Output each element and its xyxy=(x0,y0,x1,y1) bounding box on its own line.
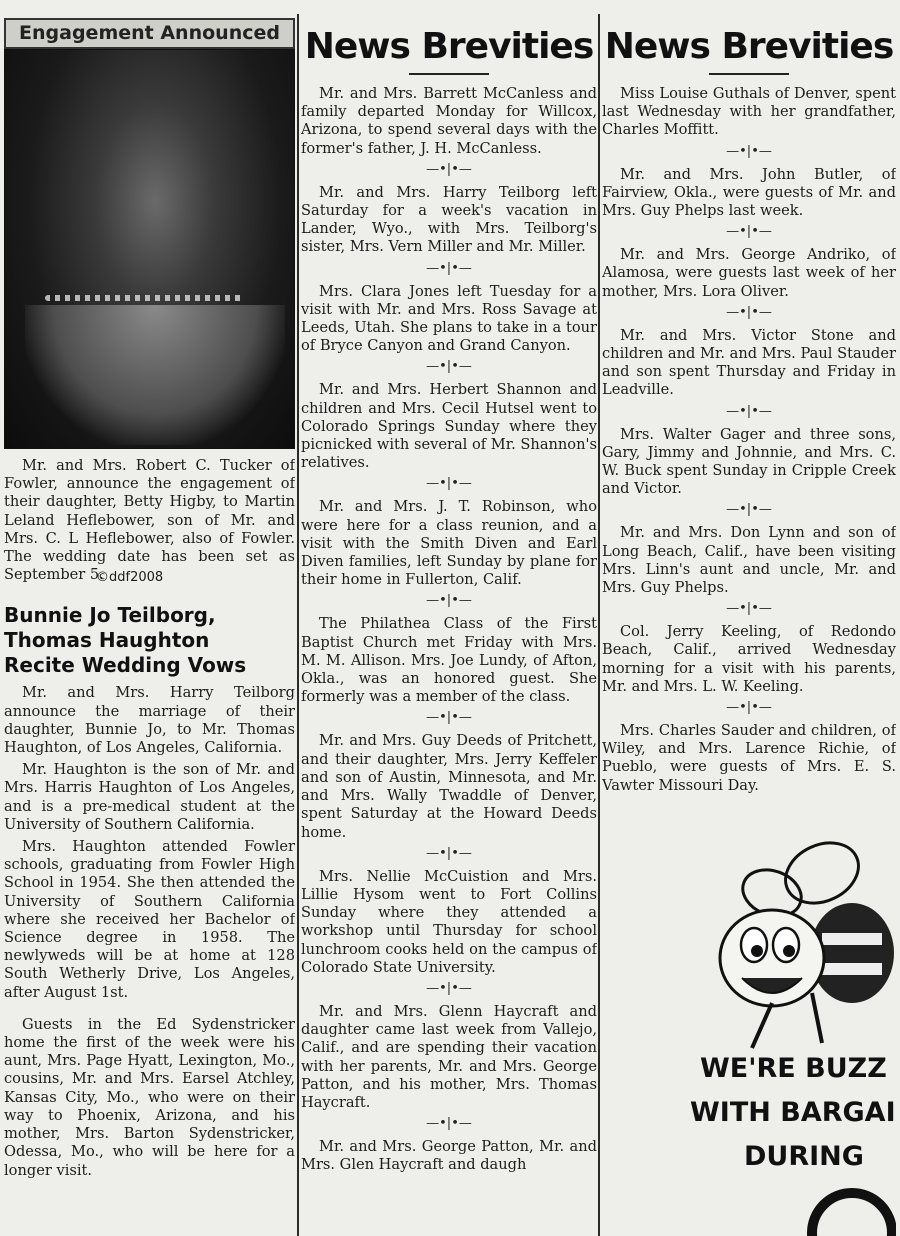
guests-paragraph: Guests in the Ed Sydenstricker home the first of the week were his aunt, Mrs. Page Hyatt, Lexington, Mo., cousins, Mr. and Mrs. Earsel Atchley, Kansas City, Mo., who were on their way to Phoenix, Arizona, and his mother, Mrs. Barton Sydenstricker, Odessa, Mo., who will be here for a longer visit. xyxy=(4,1015,295,1179)
item-separator: —•|•— xyxy=(726,700,772,716)
wedding-paragraph: Mrs. Haughton attended Fowler schools, graduating from Fowler High School in 1954. She then attended the University of Southern California where she received her Bachelor of Science degree in 1958. The newlyweds will be at home at 128 South Wetherly Drive, Los Angeles, after August 1st. xyxy=(4,838,295,1001)
item-separator: —•|•— xyxy=(726,502,772,518)
item-separator: —•|•— xyxy=(426,161,472,177)
item-separator: —•|•— xyxy=(426,845,472,861)
brevities-title: News Brevities xyxy=(304,26,594,67)
ad-line: WE'RE BUZZ xyxy=(700,1053,887,1084)
brevity-item: Mr. and Mrs. Barrett McCanless and family departed Monday for Willcox, Arizona, to spend several days with the former's father, J. H. McCanless. xyxy=(301,85,597,157)
item-separator: —•|•— xyxy=(426,1116,472,1132)
brevity-item: Mr. and Mrs. George Patton, Mr. and Mrs. Glen Haycraft and daugh xyxy=(301,1138,597,1174)
brevity-item: Mrs. Nellie McCuistion and Mrs. Lillie Hysom went to Fort Collins Sunday where they attended a workshop until Thursday for school lunchroom cooks held on the campus of Colorado State University. xyxy=(301,867,597,976)
brevity-item: Mr. and Mrs. Don Lynn and son of Long Beach, Calif., have been visiting Mrs. Linn's aunt and uncle, Mr. and Mrs. Guy Phelps. xyxy=(602,524,896,597)
wedding-headline xyxy=(4,603,295,678)
item-separator: —•|•— xyxy=(426,260,472,276)
column-left xyxy=(4,18,295,1236)
brevity-item: Mr. and Mrs. Victor Stone and children and Mr. and Mrs. Paul Stauder and son spent Thursday and Friday in Leadville. xyxy=(602,326,896,399)
item-separator: —•|•— xyxy=(426,710,472,726)
brevity-item: Mr. and Mrs. Guy Deeds of Pritchett, and their daughter, Mrs. Jerry Keffeler and son of Austin, Minnesota, and Mr. and Mrs. Wally Twaddle of Denver, spent Saturday at the Howard Deeds home. xyxy=(301,732,597,841)
item-separator: —•|•— xyxy=(726,601,772,617)
advertisement xyxy=(602,833,896,1236)
item-separator: —•|•— xyxy=(426,359,472,375)
brevity-item: Mr. and Mrs. John Butler, of Fairview, Okla., were guests of Mr. and Mrs. Guy Phelps last week. xyxy=(602,165,896,220)
ad-letter-shape xyxy=(807,1188,896,1236)
item-separator: —•|•— xyxy=(426,980,472,996)
photo-shoulder xyxy=(25,305,285,445)
brevity-item: Mrs. Clara Jones left Tuesday for a visit with Mr. and Mrs. Ross Savage at Leeds, Utah. She plans to take in a tour of Bryce Canyon and Grand Canyon. xyxy=(301,282,597,355)
wedding-headline-line: Thomas Haughton xyxy=(4,628,210,653)
bee-mascot-icon xyxy=(702,833,896,1063)
title-rule xyxy=(709,73,789,75)
engagement-photo xyxy=(4,49,295,449)
item-separator: —•|•— xyxy=(726,143,772,159)
ad-line: DURING xyxy=(744,1141,864,1172)
brevity-item: Mr. and Mrs. George Andriko, of Alamosa, were guests last week of her mother, Mrs. Lora Oliver. xyxy=(602,246,896,300)
brevity-item: Col. Jerry Keeling, of Redondo Beach, Calif., arrived Wednesday morning for a visit with his parents, Mr. and Mrs. L. W. Keeling. xyxy=(602,623,896,695)
item-separator: —•|•— xyxy=(726,304,772,320)
wedding-paragraph: Mr. and Mrs. Harry Teilborg announce the marriage of their daughter, Bunnie Jo, to Mr. Thomas Haughton, of Los Angeles, California. xyxy=(4,684,295,757)
copyright-mark: ©ddf2008 xyxy=(96,570,164,586)
brevity-item: Mr. and Mrs. Harry Teilborg left Saturday for a week's vacation in Lander, Wyo., with Mrs. Teilborg's sister, Mrs. Vern Miller and Mr. Miller. xyxy=(301,183,597,256)
brevity-item: The Philathea Class of the First Baptist Church met Friday with Mrs. M. M. Allison. Mrs. Joe Lundy, of Afton, Okla., was an honored guest. She formerly was a member of the class. xyxy=(301,615,597,706)
brevity-item: Miss Louise Guthals of Denver, spent last Wednesday with her grandfather, Charles Moffitt. xyxy=(602,85,896,139)
wedding-paragraph: Mr. Haughton is the son of Mr. and Mrs. Harris Haughton of Los Angeles, and is a pre-medical student at the University of Southern California. xyxy=(4,761,295,833)
brevity-item: Mr. and Mrs. Glenn Haycraft and daughter came last week from Vallejo, Calif., and are spending their vacation with her parents, Mr. and Mrs. George Patton, and his mother, Mrs. Thomas Haycraft. xyxy=(301,1002,597,1111)
wedding-headline-line: Recite Wedding Vows xyxy=(4,653,247,678)
title-rule xyxy=(409,73,489,75)
column-middle xyxy=(301,18,597,1236)
brevities-title: News Brevities xyxy=(604,26,894,67)
column-right xyxy=(602,18,896,1236)
wedding-headline-line: Bunnie Jo Teilborg, xyxy=(4,603,216,628)
brevity-item: Mrs. Walter Gager and three sons, Gary, Jimmy and Johnnie, and Mrs. C. W. Buck spent Sunday in Cripple Creek and Victor. xyxy=(602,425,896,498)
item-separator: —•|•— xyxy=(426,593,472,609)
brevities-list xyxy=(602,85,896,795)
photo-necklace xyxy=(45,295,245,301)
ad-line: WITH BARGAI xyxy=(690,1097,896,1128)
engagement-text: Mr. and Mrs. Robert C. Tucker of Fowler, announce the engagement of their daughter, Betty Higby, to Martin Leland Heflebower, son of Mr. and Mrs. C. L Heflebower, also of Fowler. The wedding date has been set as September 5. xyxy=(4,457,295,584)
column-rule xyxy=(598,14,600,1236)
item-separator: —•|•— xyxy=(426,476,472,492)
brevities-list xyxy=(301,85,597,1175)
item-separator: —•|•— xyxy=(726,403,772,419)
item-separator: —•|•— xyxy=(726,224,772,240)
brevity-item: Mrs. Charles Sauder and children, of Wiley, and Mrs. Larence Richie, of Pueblo, were guests of Mrs. E. S. Vawter Missouri Day. xyxy=(602,722,896,794)
column-rule xyxy=(297,14,299,1236)
engagement-banner: Engagement Announced xyxy=(4,18,295,49)
brevity-item: Mr. and Mrs. J. T. Robinson, who were here for a class reunion, and a visit with the Smith Diven and Earl Diven families, left Sunday by plane for their home in Fullerton, Calif. xyxy=(301,498,597,589)
brevity-item: Mr. and Mrs. Herbert Shannon and children and Mrs. Cecil Hutsel went to Colorado Springs Sunday where they picnicked with several of Mr. Shannon's relatives. xyxy=(301,381,597,472)
